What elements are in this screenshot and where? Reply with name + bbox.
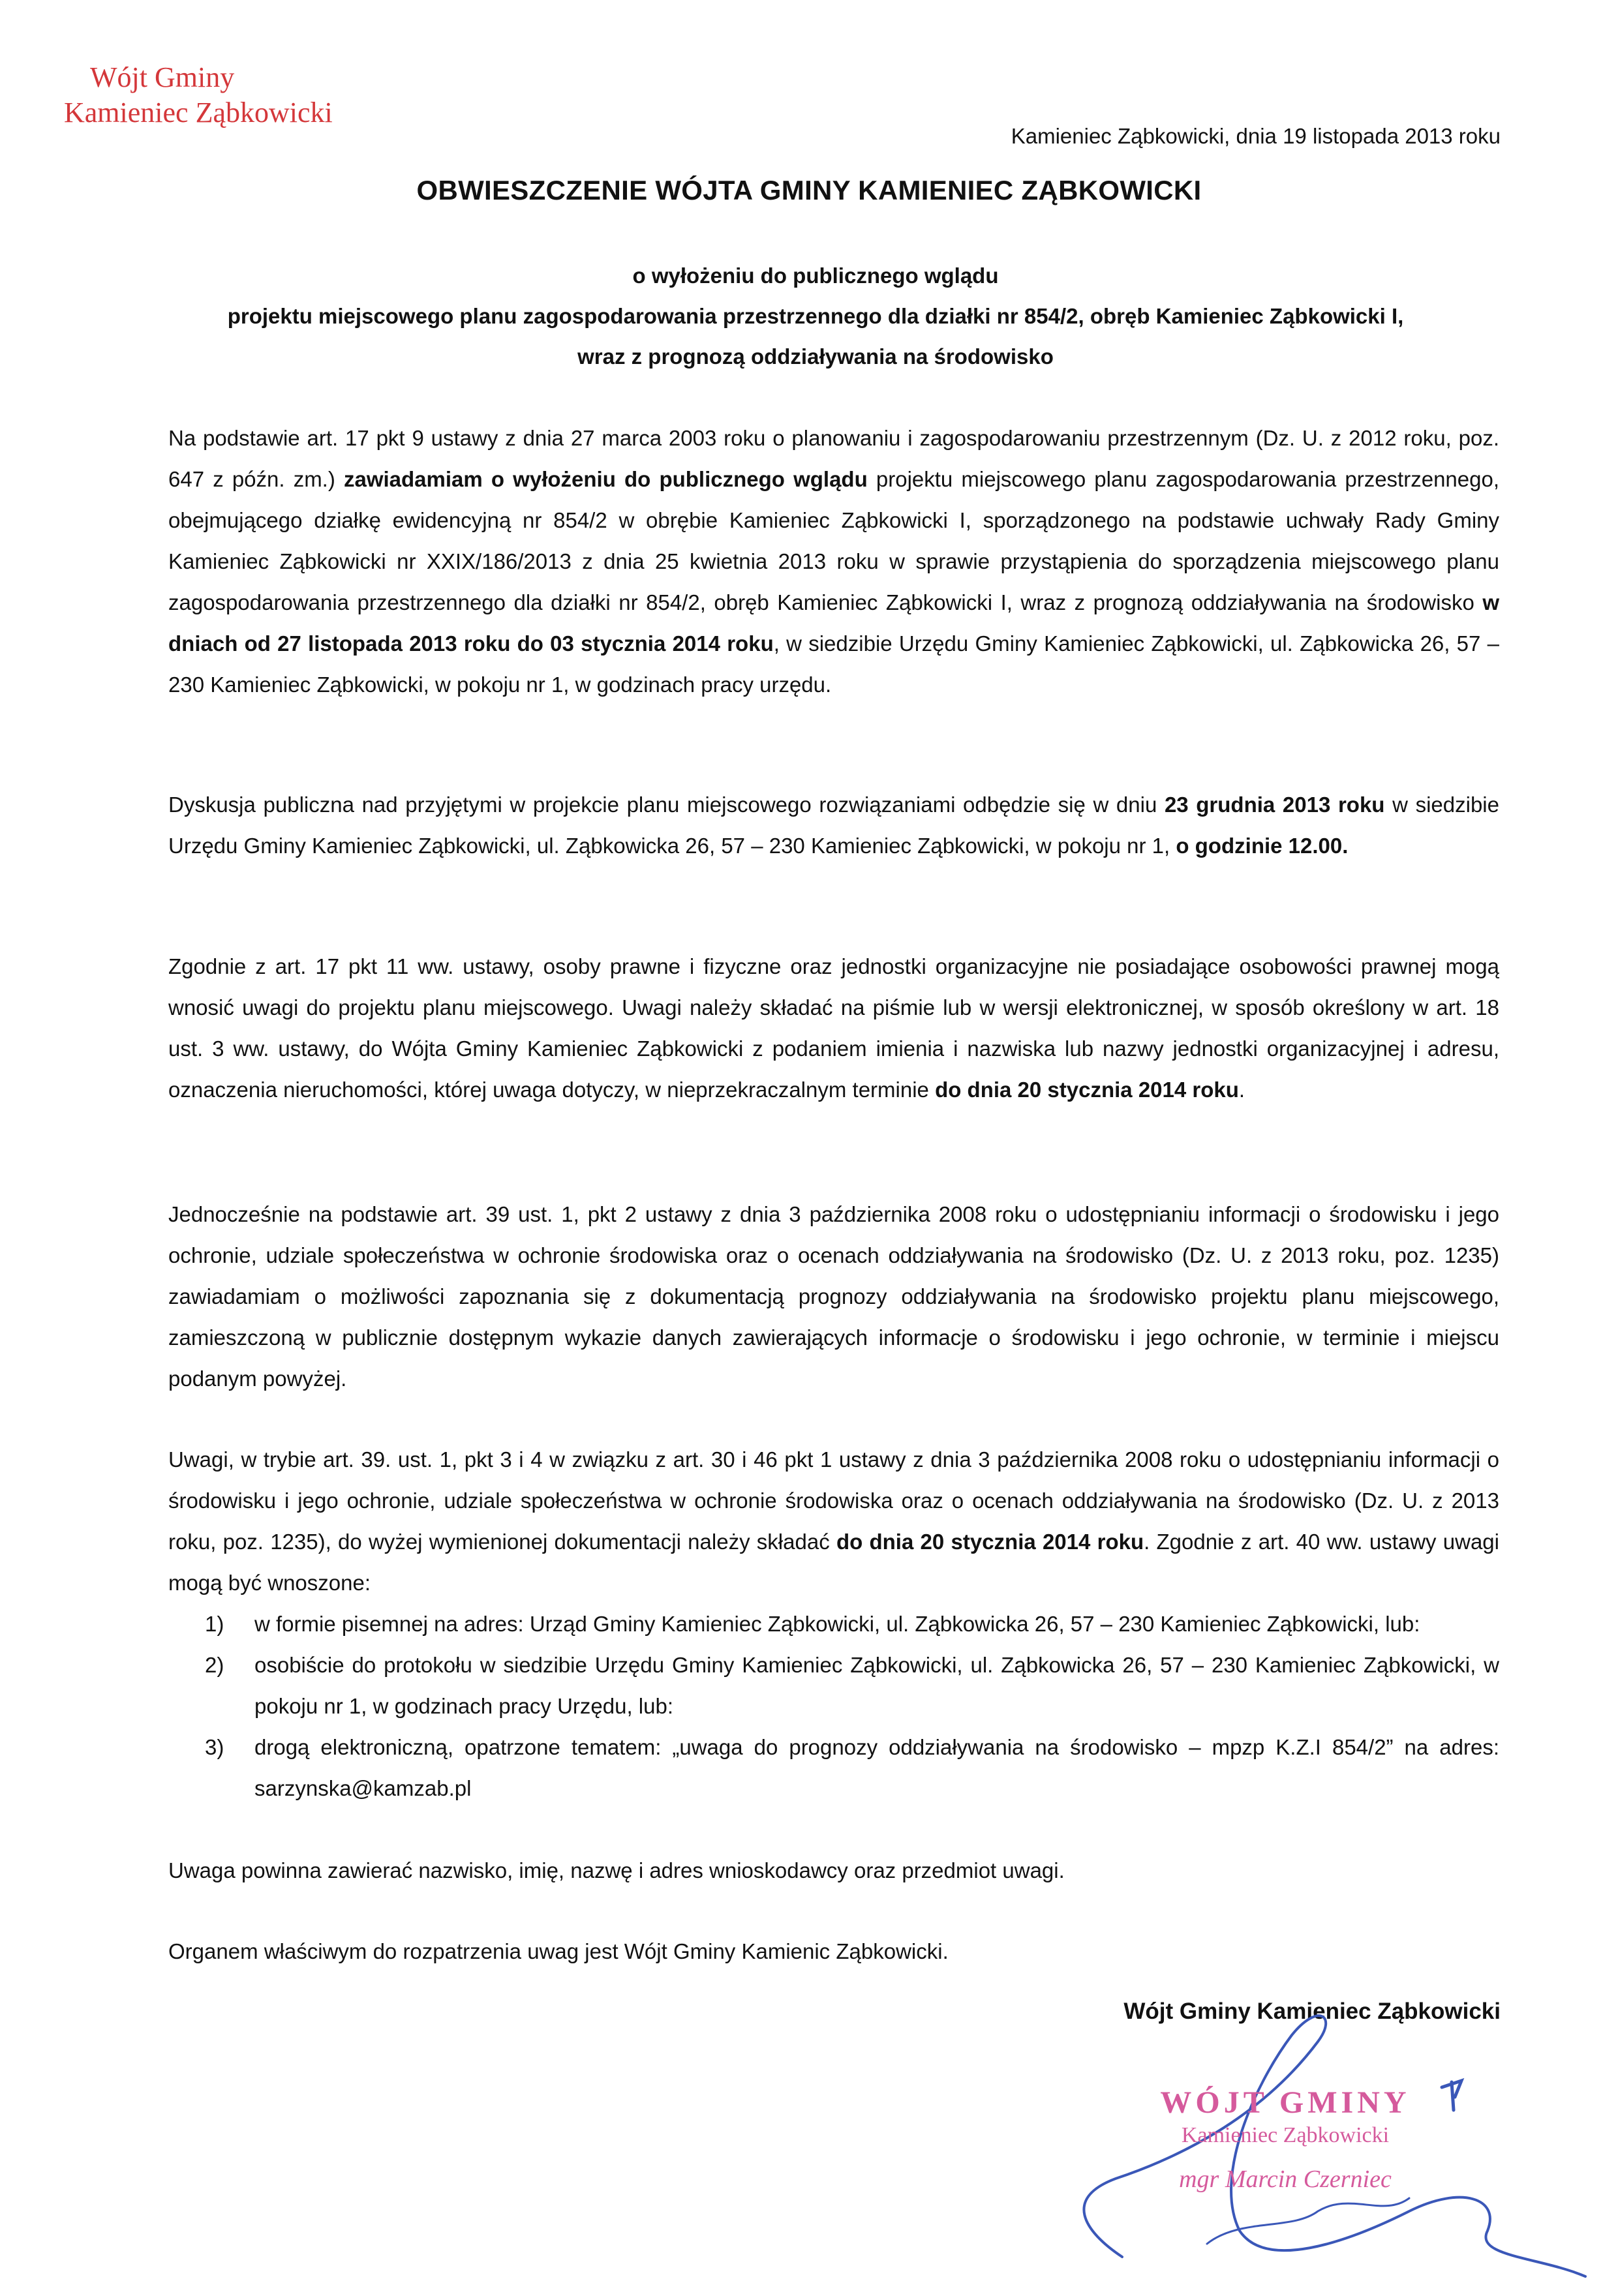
list-item-text: w formie pisemnej na adres: Urząd Gminy Kamieniec Ząbkowicki, ul. Ząbkowicka 26, 57 – 230 Kamieniec Ząbkowicki, lub: [254, 1612, 1420, 1636]
paragraph-competent-authority: Organem właściwym do rozpatrzenia uwag jest Wójt Gminy Kamienic Ząbkowicki. [168, 1939, 949, 1963]
subtitle-line-3: wraz z prognozą oddziaływania na środowisko [577, 344, 1054, 369]
list-item [168, 1603, 1499, 1644]
date-line: Kamieniec Ząbkowicki, dnia 19 listopada 2013 roku [1011, 124, 1501, 148]
paragraph-public-discussion [168, 784, 1499, 866]
p5-text-c: . Zgodnie z art. 40 ww. ustawy uwagi mogą być wnoszone: [168, 1530, 1499, 1595]
list-item [168, 1644, 1499, 1727]
p2-bold-time: o godzinie 12.00. [1176, 834, 1349, 858]
p2-bold-date: 23 grudnia 2013 roku [1164, 793, 1385, 817]
letterhead [64, 60, 371, 130]
list-item-text: drogą elektroniczną, opatrzone tematem: „uwaga do prognozy oddziaływania na środowisko – mpzp K.Z.I 854/2” na adres: sarzynska@kamzab.pl [254, 1735, 1499, 1800]
paragraph-remark-contents: Uwaga powinna zawierać nazwisko, imię, nazwę i adres wnioskodawcy oraz przedmiot uwagi. [168, 1858, 1065, 1882]
paragraph-environment: Jednocześnie na podstawie art. 39 ust. 1, pkt 2 ustawy z dnia 3 października 2008 roku o udostępnianiu informacji o środowisku i jego ochronie, udziale społeczeństwa w ochronie środowiska oraz o ocenach oddziaływania na środowisko (Dz. U. z 2013 roku, poz. 1235) zawiadamiam o możliwości zapoznania się z dokumentacją prognozy oddziaływania na środowisko projektu planu miejscowego, zamieszczoną w publicznie dostępnym wykazie danych zawierających informacje o środowisku i jego ochronie, w terminie i miejscu podanym powyżej. [168, 1202, 1499, 1391]
stamp-line-2: Kamieniec Ząbkowicki [1181, 2123, 1390, 2147]
official-stamp [1103, 2085, 1468, 2194]
p3-text-c: . [1238, 1078, 1245, 1102]
paragraph-remarks-procedure [168, 1439, 1499, 1603]
p2-text-a: Dyskusja publiczna nad przyjętymi w projekcie planu miejscowego rozwiązaniami odbędzie się w dniu [168, 793, 1165, 817]
p1-text-a: Na podstawie art. 17 pkt 9 ustawy z dnia 27 marca 2003 roku o planowaniu i zagospodarowaniu przestrzennym (Dz. U. z 2012 roku, poz. 647 z późn. zm.) [168, 426, 1499, 491]
document-title: OBWIESZCZENIE WÓJTA GMINY KAMIENIEC ZĄBKOWICKI [416, 175, 1202, 205]
paragraph-announcement [168, 417, 1499, 705]
list-item-text: osobiście do protokołu w siedzibie Urzędu Gminy Kamieniec Ząbkowicki, ul. Ząbkowicka 26, 57 – 230 Kamieniec Ząbkowicki, w pokoju nr 1, w godzinach pracy Urzędu, lub: [254, 1653, 1499, 1718]
letterhead-line-2: Kamieniec Ząbkowicki [64, 97, 333, 128]
p3-text-a: Zgodnie z art. 17 pkt 11 ww. ustawy, osoby prawne i fizyczne oraz jednostki organizacyjne nie posiadające osobowości prawnej mogą wnosić uwagi do projektu planu miejscowego. Uwagi należy składać na piśmie lub w wersji elektronicznej, w sposób określony w art. 18 ust. 3 ww. ustawy, do Wójta Gminy Kamieniec Ząbkowicki z podaniem imienia i nazwiska lub nazwy jednostki organizacyjnej i adresu, oznaczenia nieruchomości, której uwaga dotyczy, w nieprzekraczalnym terminie [168, 954, 1499, 1102]
letterhead-line-1: Wójt Gminy [90, 61, 235, 93]
list-item-number: 3) [205, 1735, 224, 1759]
stamp-line-1: WÓJT GMINY [1160, 2085, 1411, 2120]
list-item-number: 1) [205, 1612, 224, 1636]
p5-text-a: Uwagi, w trybie art. 39. ust. 1, pkt 3 i 4 w związku z art. 30 i 46 pkt 1 ustawy z dnia 3 października 2008 roku o udostępnianiu informacji o środowisku i jego ochronie, udziale społeczeństwa w ochronie środowiska oraz o ocenach oddziaływania na środowisko (Dz. U. z 2013 roku, poz. 1235), do wyżej wymienionej dokumentacji należy składać [168, 1447, 1499, 1554]
submission-methods-list [168, 1603, 1499, 1809]
p2-text-c: w siedzibie Urzędu Gminy Kamieniec Ząbkowicki, ul. Ząbkowicka 26, 57 – 230 Kamieniec Ząbkowicki, w pokoju nr 1, [168, 793, 1499, 858]
list-item-number: 2) [205, 1653, 224, 1677]
paragraph-comments [168, 946, 1499, 1110]
p1-bold-dates: w dniach od 27 listopada 2013 roku do 03 stycznia 2014 roku [168, 590, 1499, 656]
p3-bold-deadline: do dnia 20 stycznia 2014 roku [935, 1078, 1239, 1102]
subtitle-line-2: projektu miejscowego planu zagospodarowania przestrzennego dla działki nr 854/2, obręb Kamieniec Ząbkowicki I, [227, 304, 1404, 328]
p5-bold-deadline: do dnia 20 stycznia 2014 roku [836, 1530, 1144, 1554]
list-item [168, 1727, 1499, 1809]
subtitle-line-1: o wyłożeniu do publicznego wglądu [632, 264, 999, 288]
document-subtitle [130, 256, 1501, 377]
stamp-line-3: mgr Marcin Czerniec [1179, 2166, 1392, 2193]
p1-text-c: projektu miejscowego planu zagospodarowania przestrzennego, obejmującego działkę ewidencyjną nr 854/2 w obrębie Kamieniec Ząbkowicki I, sporządzonego na podstawie uchwały Rady Gminy Kamieniec Ząbkowicki nr XXIX/186/2013 z dnia 25 kwietnia 2013 roku w sprawie przystąpienia do sporządzenia miejscowego planu zagospodarowania przestrzennego dla działki nr 854/2, obręb Kamieniec Ząbkowicki I, wraz z prognozą oddziaływania na środowisko [168, 467, 1499, 614]
p1-bold-b: zawiadamiam o wyłożeniu do publicznego wglądu [343, 467, 868, 491]
signature-stroke [1207, 2198, 1409, 2244]
signature-title: Wójt Gminy Kamieniec Ząbkowicki [1123, 1999, 1501, 2024]
p1-text-e: , w siedzibie Urzędu Gminy Kamieniec Ząbkowicki, ul. Ząbkowicka 26, 57 – 230 Kamieniec Ząbkowicki, w pokoju nr 1, w godzinach pracy urzędu. [168, 631, 1499, 697]
